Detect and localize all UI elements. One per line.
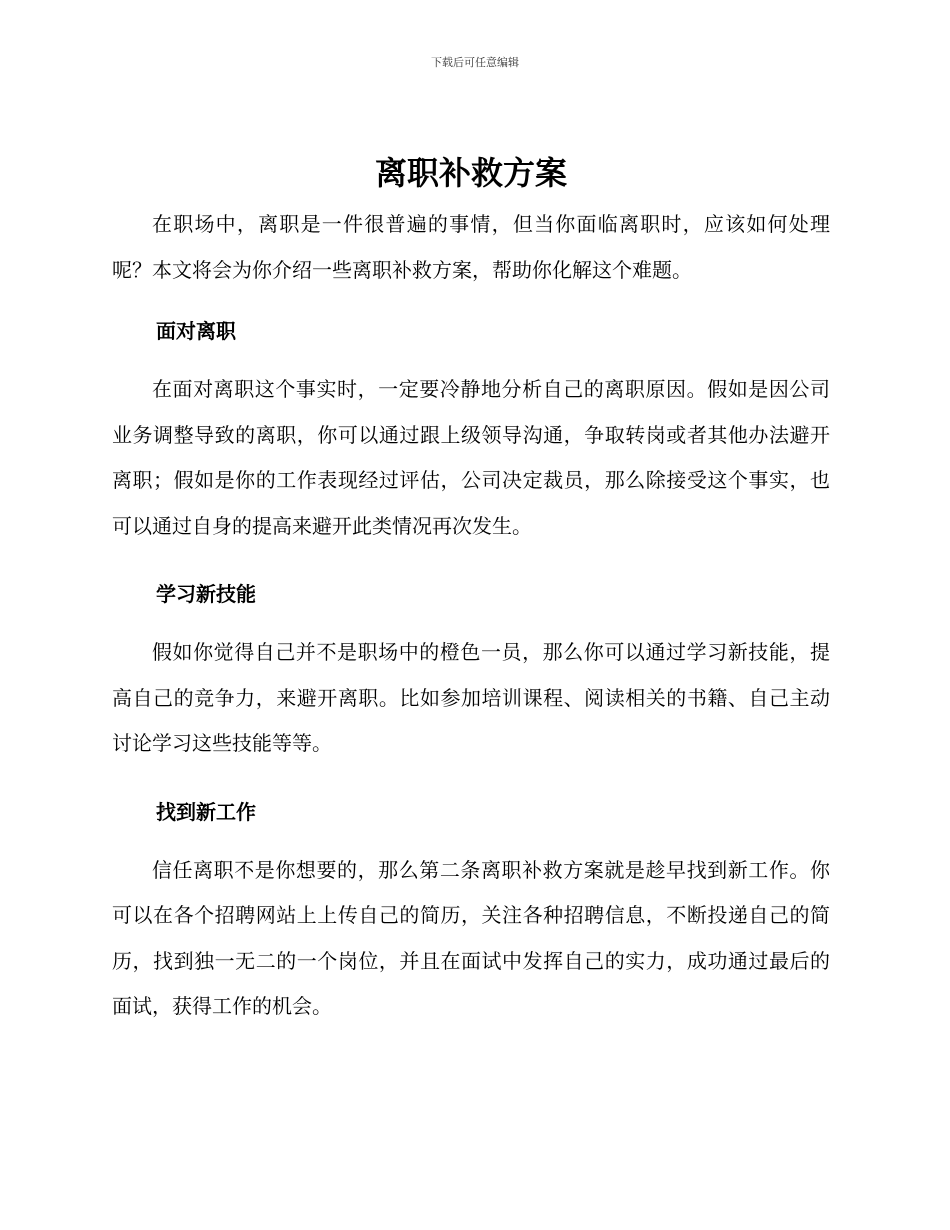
document-body	[112, 150, 830, 1030]
document-title: 离职补救方案	[374, 154, 567, 192]
section-find-new-job	[112, 797, 830, 1030]
section-heading: 学习新技能	[156, 582, 256, 606]
section-heading: 面对离职	[156, 319, 236, 343]
section-heading: 找到新工作	[156, 799, 256, 824]
intro-paragraph: 在职场中，离职是一件很普遍的事情，但当你面临离职时，应该如何处理呢？本文将会为你介绍一些离职补救方案，帮助你化解这个难题。	[112, 212, 830, 282]
section-paragraph: 在面对离职这个事实时，一定要冷静地分析自己的离职原因。假如是因公司业务调整导致的离职，你可以通过跟上级领导沟通，争取转岗或者其他办法避开离职；假如是你的工作表现经过评估，公司决定裁员，那么除接受这个事实，也可以通过自身的提高来避开此类情况再次发生。	[112, 377, 830, 538]
section-learn-new-skills	[112, 579, 830, 767]
section-facing-resignation	[112, 316, 830, 549]
section-paragraph: 信任离职不是你想要的，那么第二条离职补救方案就是趁早找到新工作。你可以在各个招聘网站上上传自己的简历，关注各种招聘信息，不断投递自己的简历，找到独一无二的一个岗位，并且在面试中发挥自己的实力，成功通过最后的面试，获得工作的机会。	[112, 857, 830, 1018]
section-paragraph: 假如你觉得自己并不是职场中的橙色一员，那么你可以通过学习新技能，提高自己的竞争力，来避开离职。比如参加培训课程、阅读相关的书籍、自己主动讨论学习这些技能等等。	[112, 640, 830, 755]
header-note: 下载后可任意编辑	[431, 56, 519, 69]
